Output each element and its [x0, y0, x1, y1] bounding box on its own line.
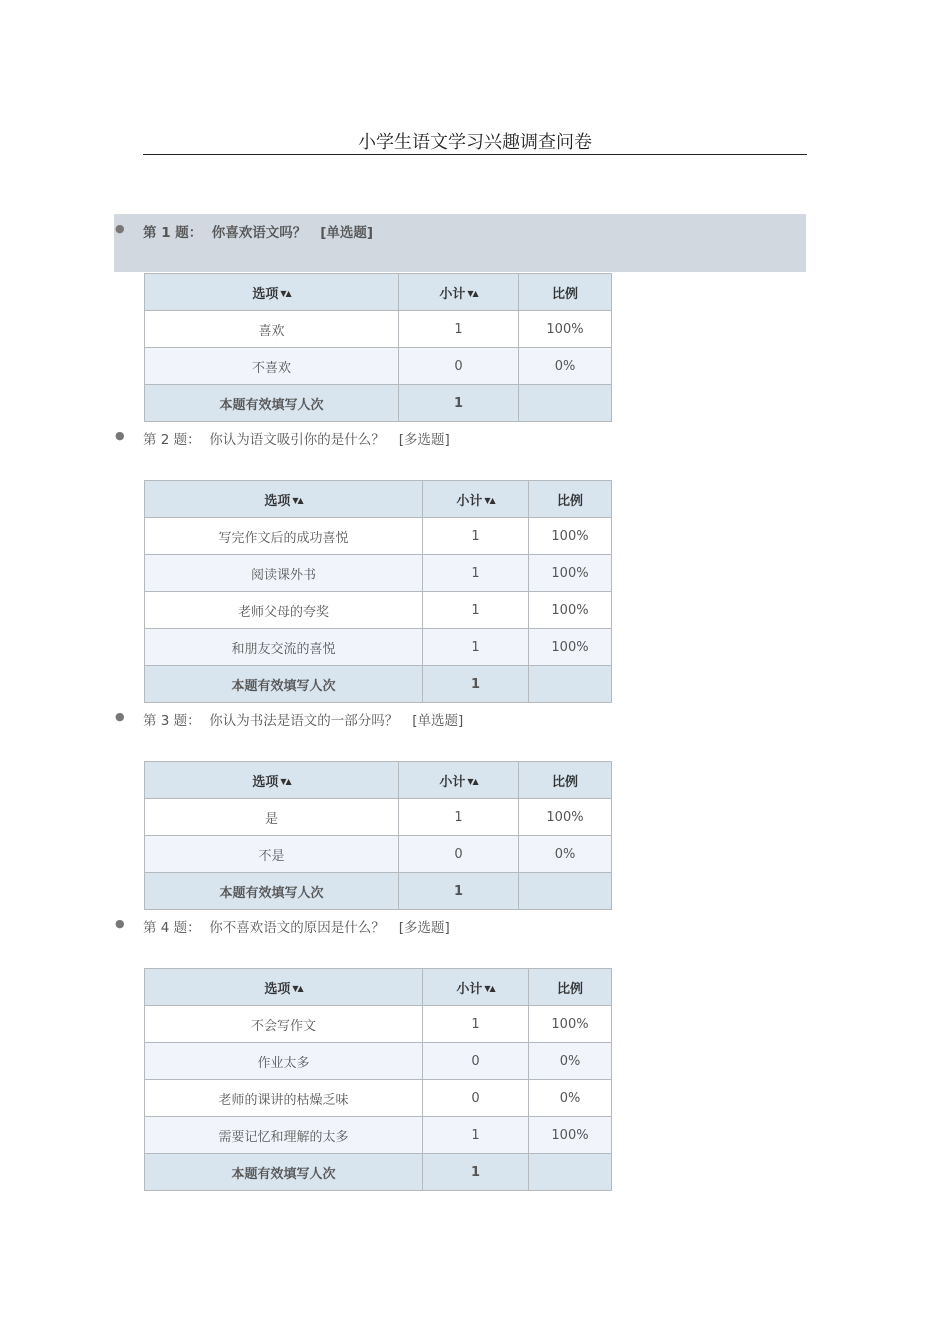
- question-type: [单选题]: [412, 713, 464, 729]
- header-option[interactable]: 选项 ▼▲: [145, 762, 399, 799]
- bullet-icon: ●: [115, 710, 125, 723]
- question-label: 第 4 题： 你不喜欢语文的原因是什么？: [143, 920, 385, 936]
- header-ratio: 比例: [519, 762, 612, 799]
- sort-icon[interactable]: ▼▲: [280, 776, 291, 786]
- table-row: 老师父母的夸奖 1 100%: [145, 592, 612, 629]
- sort-icon[interactable]: ▼▲: [280, 288, 291, 298]
- question-label: 第 1 题： 你喜欢语文吗？: [143, 225, 307, 241]
- sort-icon[interactable]: ▼▲: [467, 288, 478, 298]
- page-title: 小学生语文学习兴趣调查问卷: [358, 132, 592, 153]
- table-row: 老师的课讲的枯燥乏味 0 0%: [145, 1080, 612, 1117]
- header-count[interactable]: 小计 ▼▲: [423, 481, 529, 518]
- table-row: 喜欢 1 100%: [145, 311, 612, 348]
- total-row: 本题有效填写人次 1: [145, 666, 612, 703]
- total-row: 本题有效填写人次 1: [145, 385, 612, 422]
- total-row: 本题有效填写人次 1: [145, 1154, 612, 1191]
- header-count[interactable]: 小计 ▼▲: [399, 274, 519, 311]
- table-row: 不是 0 0%: [145, 836, 612, 873]
- bullet-icon: ●: [115, 917, 125, 930]
- total-row: 本题有效填写人次 1: [145, 873, 612, 910]
- question-type: [多选题]: [398, 920, 450, 936]
- question-type: [单选题]: [320, 225, 374, 241]
- header-option[interactable]: 选项 ▼▲: [145, 969, 423, 1006]
- table-row: 和朋友交流的喜悦 1 100%: [145, 629, 612, 666]
- sort-icon[interactable]: ▼▲: [292, 983, 303, 993]
- question-label: 第 3 题： 你认为书法是语文的一部分吗？: [143, 713, 399, 729]
- table-row: 写完作文后的成功喜悦 1 100%: [145, 518, 612, 555]
- title-underline: [143, 154, 807, 155]
- table-row: 阅读课外书 1 100%: [145, 555, 612, 592]
- bullet-icon: ●: [115, 222, 125, 235]
- header-option[interactable]: 选项 ▼▲: [145, 274, 399, 311]
- table-row: 不喜欢 0 0%: [145, 348, 612, 385]
- header-count[interactable]: 小计 ▼▲: [423, 969, 529, 1006]
- result-table: [144, 761, 612, 910]
- table-row: 不会写作文 1 100%: [145, 1006, 612, 1043]
- question-type: [多选题]: [398, 432, 450, 448]
- header-option[interactable]: 选项 ▼▲: [145, 481, 423, 518]
- header-count[interactable]: 小计 ▼▲: [399, 762, 519, 799]
- header-ratio: 比例: [529, 481, 612, 518]
- question-header: [114, 214, 806, 272]
- sort-icon[interactable]: ▼▲: [292, 495, 303, 505]
- bullet-icon: ●: [115, 429, 125, 442]
- sort-icon[interactable]: ▼▲: [467, 776, 478, 786]
- header-ratio: 比例: [529, 969, 612, 1006]
- table-row: 是 1 100%: [145, 799, 612, 836]
- sort-icon[interactable]: ▼▲: [484, 983, 495, 993]
- result-table: [144, 273, 612, 422]
- sort-icon[interactable]: ▼▲: [484, 495, 495, 505]
- question-label: 第 2 题： 你认为语文吸引你的是什么？: [143, 432, 385, 448]
- result-table: [144, 480, 612, 703]
- header-ratio: 比例: [519, 274, 612, 311]
- table-row: 需要记忆和理解的太多 1 100%: [145, 1117, 612, 1154]
- result-table: [144, 968, 612, 1191]
- table-row: 作业太多 0 0%: [145, 1043, 612, 1080]
